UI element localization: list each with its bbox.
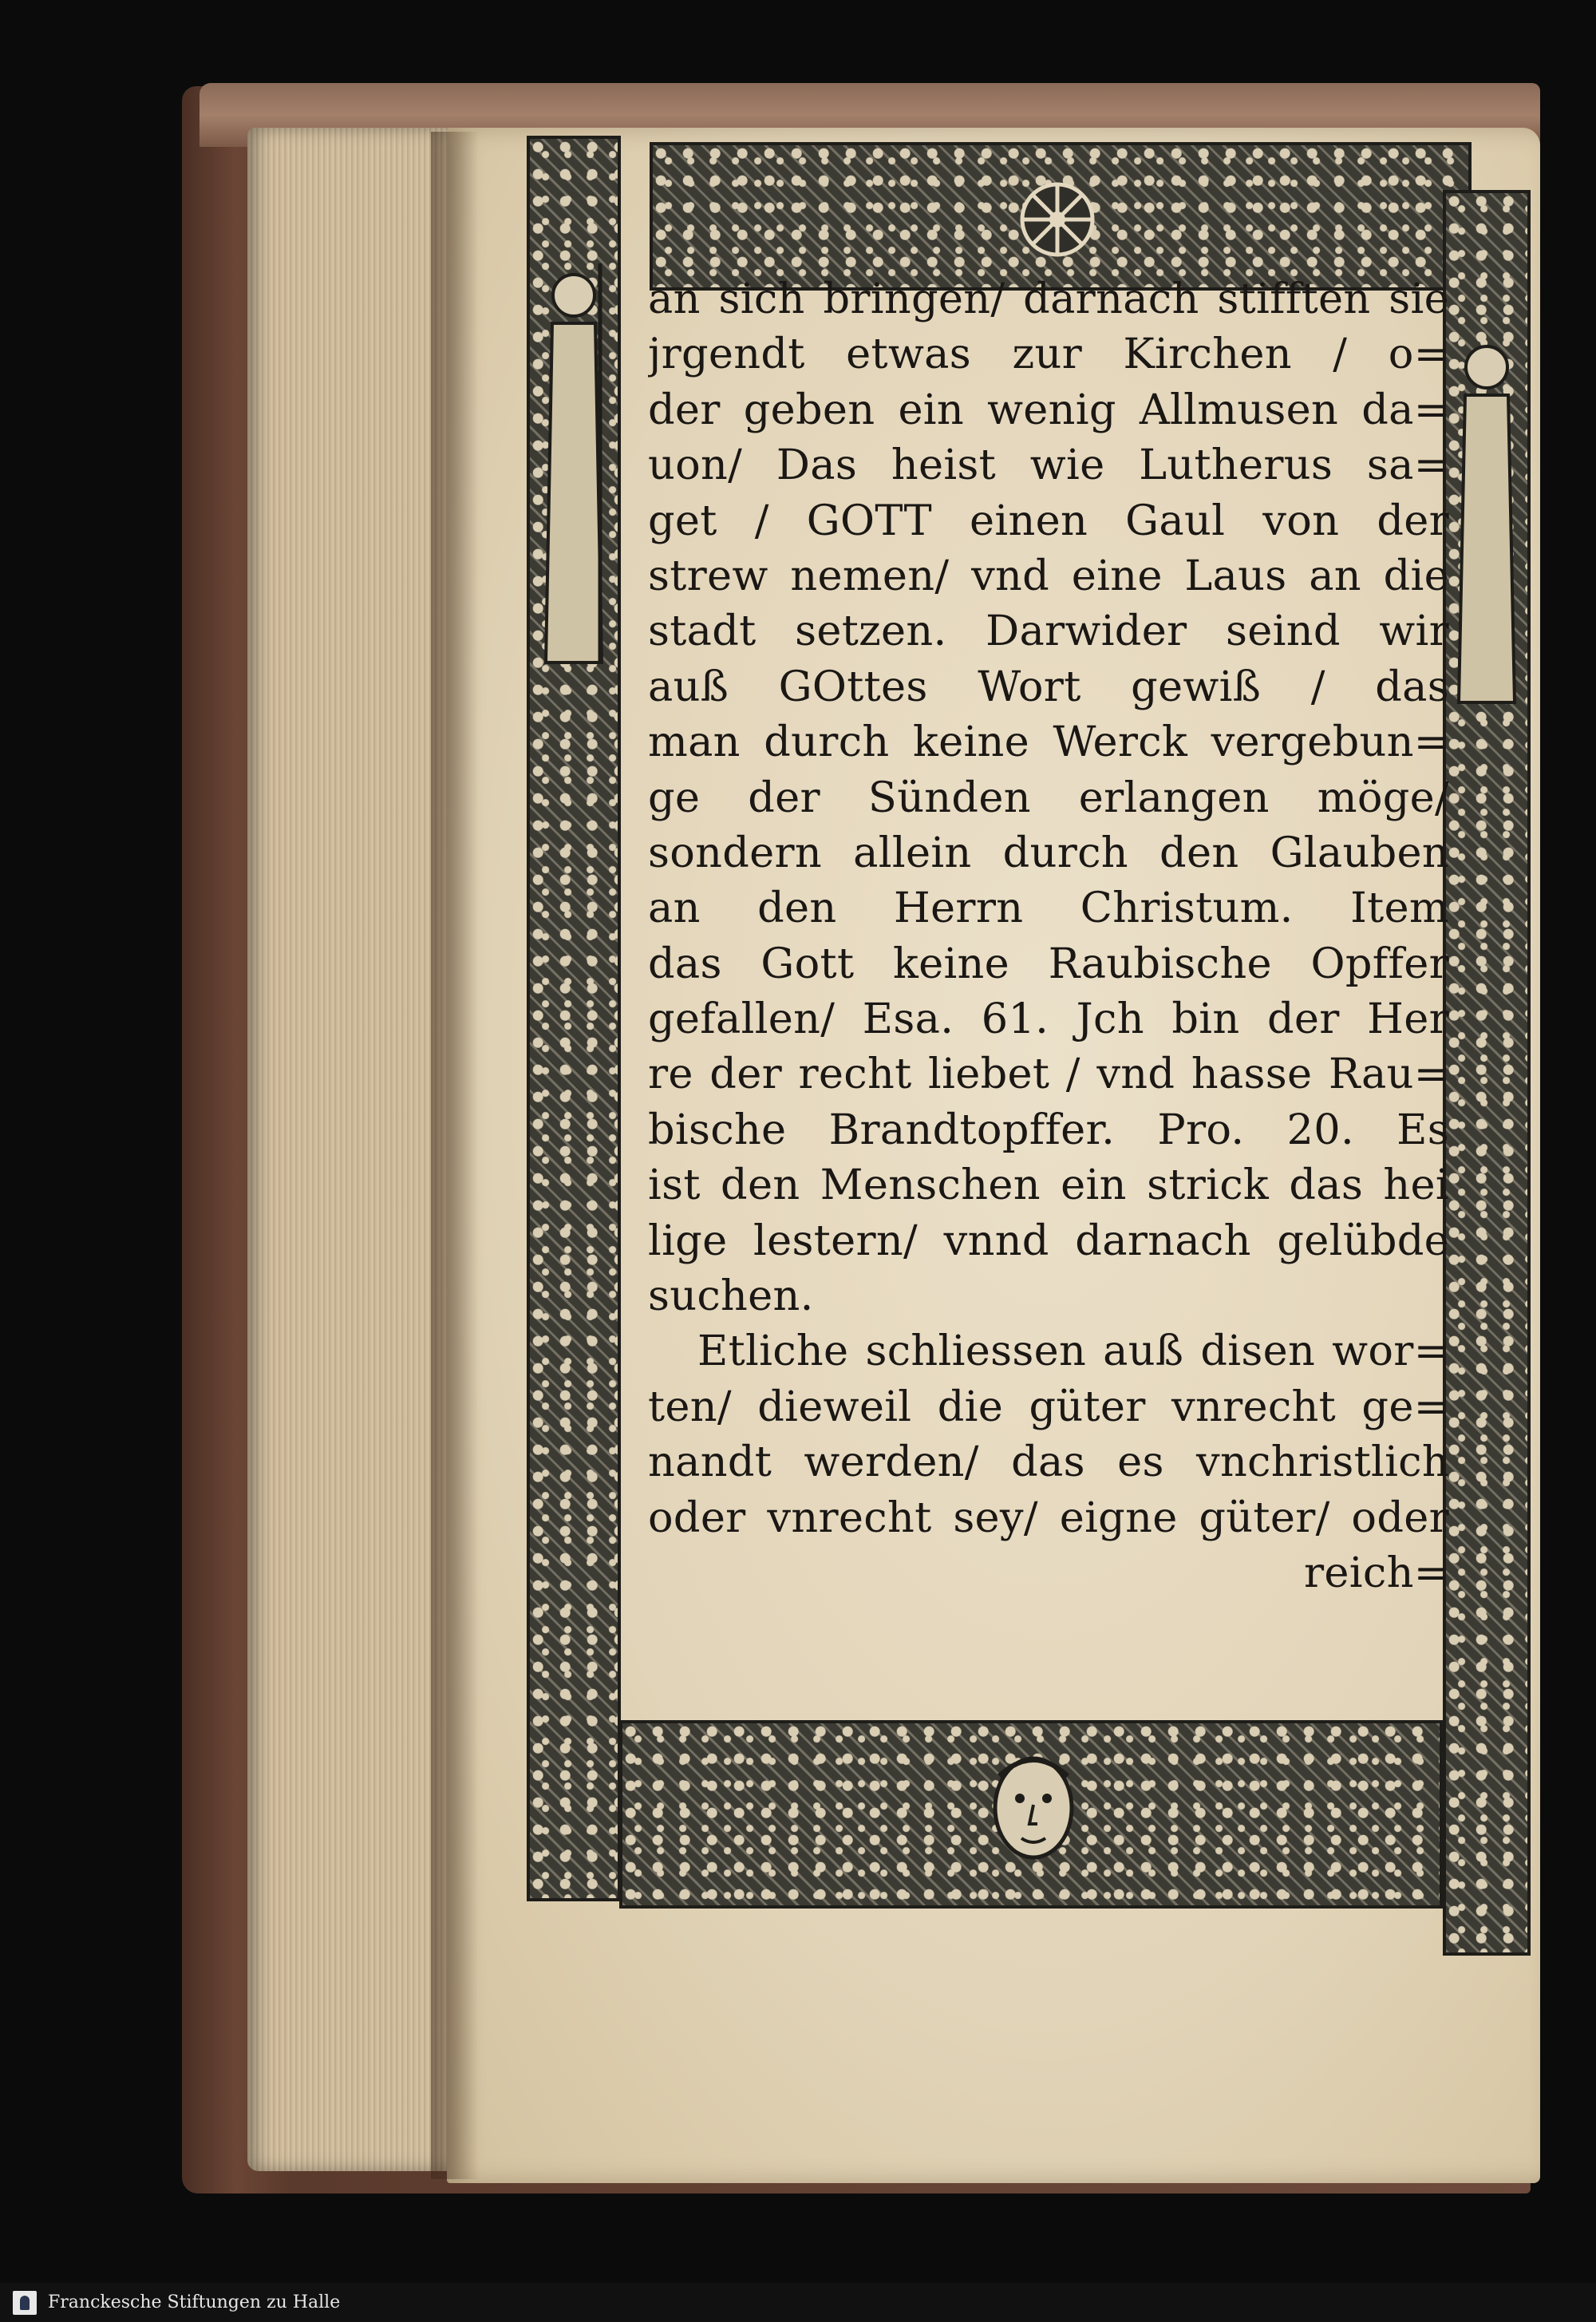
text-line: uon/ Das heist wie Lutherus sa= (648, 441, 1449, 490)
saint-figure-right (1451, 311, 1523, 726)
text-line: ist den Menschen ein strick das hei (648, 1161, 1449, 1210)
text-line: ge der Sünden erlangen möge/ (648, 773, 1449, 822)
text-line: Etliche schliessen auß disen wor= (697, 1327, 1449, 1376)
text-line: lige lestern/ vnnd darnach gelübde (648, 1216, 1449, 1265)
catchword: reich= (1304, 1548, 1449, 1597)
text-line: an sich bringen/ darnach stifften sie (648, 275, 1449, 323)
institution-name: Franckesche Stiftungen zu Halle (48, 2292, 341, 2312)
institution-logo-icon (13, 2291, 37, 2315)
text-line: gefallen/ Esa. 61. Jch bin der Her (648, 995, 1449, 1044)
text-line: das Gott keine Raubische Opffer (648, 939, 1449, 988)
text-line: bische Brandtopffer. Pro. 20. Es (648, 1105, 1449, 1154)
saint-figure-left (536, 239, 611, 686)
text-line: nandt werden/ das es vnchristlich (648, 1438, 1449, 1487)
text-line: stadt setzen. Darwider seind wir (648, 607, 1449, 656)
wheel-ornament (1013, 176, 1101, 263)
text-line: auß GOttes Wort gewiß / das (648, 662, 1449, 711)
text-line: oder vnrecht sey/ eigne güter/ oder (648, 1493, 1449, 1542)
page-gutter-shadow (431, 132, 479, 2179)
text-line: sondern allein durch den Glauben (648, 828, 1449, 877)
text-line: man durch keine Werck vergebun= (648, 718, 1449, 767)
text-line: an den Herrn Christum. Item (648, 884, 1449, 933)
text-line: strew nemen/ vnd eine Laus an die (648, 551, 1449, 600)
page-text-block (648, 271, 1449, 1600)
text-line: re der recht liebet / vnd hasse Rau= (648, 1050, 1449, 1099)
text-line: der geben ein wenig Allmusen da= (648, 385, 1449, 434)
text-line: ten/ dieweil die güter vnrecht ge= (648, 1382, 1449, 1431)
text-line: get / GOTT einen Gaul von der (648, 496, 1449, 545)
text-line: suchen. (648, 1272, 814, 1321)
footer-bar (0, 2283, 1596, 2322)
cherub-ornament (974, 1732, 1093, 1892)
text-line: jrgendt etwas zur Kirchen / o= (648, 330, 1449, 379)
